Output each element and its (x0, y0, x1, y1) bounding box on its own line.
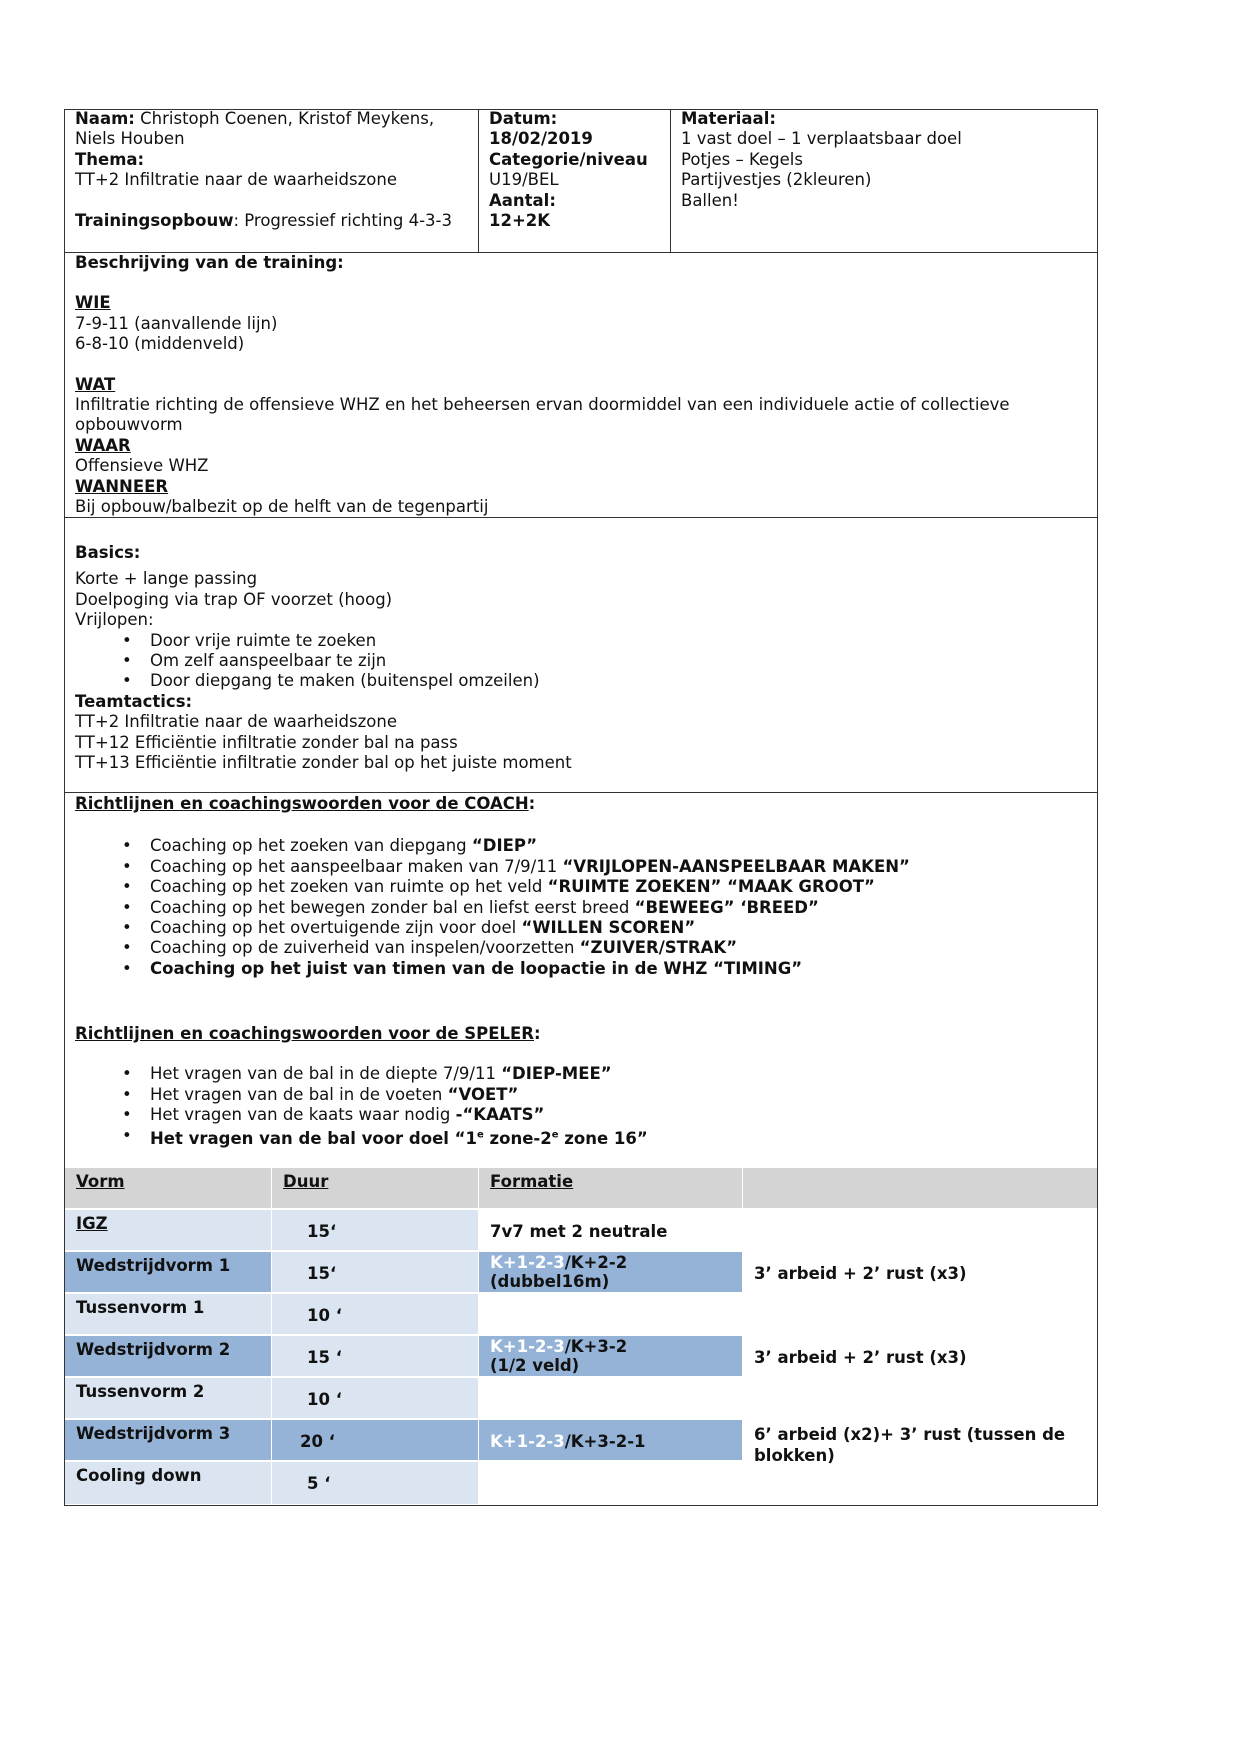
vrijlopen-item: • Door vrije ruimte te zoeken (75, 631, 1090, 651)
row-vorm: Wedstrijdvorm 2 (65, 1336, 271, 1376)
col-header-vorm: Vorm (65, 1168, 271, 1208)
col-line-1 (478, 109, 479, 252)
naam-value-2: Niels Houben (75, 129, 185, 149)
materiaal-label: Materiaal: (681, 109, 776, 128)
wat-label: WAT (75, 374, 116, 394)
row-note: 6’ arbeid (x2)+ 3’ rust (tussen de blokken) (754, 1425, 1066, 1465)
aantal-label: Aantal: (489, 190, 556, 210)
speler-colon: : (534, 1024, 541, 1043)
opbouw-label: Trainingsopbouw (75, 210, 234, 230)
row-duur: 20 ‘ (272, 1420, 478, 1460)
materiaal-item: 1 vast doel – 1 verplaatsbaar doel (681, 129, 962, 149)
row-duur: 15‘ (272, 1210, 478, 1250)
waar-label: WAAR (75, 435, 131, 455)
materiaal-item: Partijvestjes (2kleuren) (681, 170, 872, 190)
wat-line: Infiltratie richting de offensieve WHZ en het beheersen ervan doormiddel van een individuele actie of collectieve (75, 395, 1010, 415)
coach-item: • Coaching op het aanspeelbaar maken van 7/9/11 “VRIJLOPEN-AANSPEELBAAR MAKEN” (75, 857, 1090, 877)
col-header-formatie: Formatie (479, 1168, 742, 1208)
col-header-extra (743, 1168, 1097, 1208)
coach-colon: : (528, 794, 536, 813)
basics-line: Vrijlopen: (75, 610, 154, 630)
aantal-value: 12+2K (489, 211, 551, 231)
col-header-duur: Duur (272, 1168, 478, 1208)
header-datum-block (489, 109, 669, 231)
wie-line: 6-8-10 (middenveld) (75, 334, 245, 354)
row-duur: 15 ‘ (272, 1336, 478, 1376)
row-duur: 15‘ (272, 1252, 478, 1292)
row-note: 3’ arbeid + 2’ rust (x3) (754, 1348, 967, 1367)
speler-item: • Het vragen van de bal in de diepte 7/9/11 “DIEP-MEE” (75, 1064, 1090, 1084)
divider-3 (64, 792, 1098, 793)
wat-line: opbouwvorm (75, 415, 183, 435)
row-vorm: Tussenvorm 1 (65, 1294, 271, 1334)
thema-value: TT+2 Infiltratie naar de waarheidszone (75, 170, 397, 190)
row-formatie: K+1-2-3/K+2-2 (dubbel16m) (479, 1252, 742, 1292)
speler-list (75, 1064, 1090, 1149)
speler-item: • Het vragen van de kaats waar nodig -“KAATS” (75, 1105, 1090, 1125)
header-materiaal-block (681, 109, 1091, 211)
coach-item: • Coaching op het zoeken van ruimte op het veld “RUIMTE ZOEKEN” “MAAK GROOT” (75, 877, 1090, 897)
basics-title: Basics: (75, 543, 141, 562)
row-duur: 10 ‘ (272, 1378, 478, 1418)
header-naam-block (75, 109, 475, 231)
teamtactics-line: TT+13 Efficiëntie infiltratie zonder bal op het juiste moment (75, 753, 572, 773)
wie-line: 7-9-11 (aanvallende lijn) (75, 313, 278, 333)
naam-label: Naam: (75, 109, 135, 128)
wanneer-value: Bij opbouw/balbezit op de helft van de tegenpartij (75, 497, 489, 517)
speler-item: • Het vragen van de bal voor doel “1e zone-2e zone 16” (75, 1126, 1090, 1150)
row-formatie: 7v7 met 2 neutrale (490, 1222, 668, 1241)
coach-title: Richtlijnen en coachingswoorden voor de COACH (75, 794, 529, 813)
thema-label: Thema: (75, 149, 145, 169)
vrijlopen-item: • Om zelf aanspeelbaar te zijn (75, 651, 1090, 671)
teamtactics-line: TT+2 Infiltratie naar de waarheidszone (75, 712, 397, 732)
wanneer-label: WANNEER (75, 476, 169, 496)
speler-item: • Het vragen van de bal in de voeten “VOET” (75, 1085, 1090, 1105)
row-duur: 5 ‘ (272, 1462, 478, 1504)
beschrijving-section (75, 253, 1090, 517)
teamtactics-line: TT+12 Efficiëntie infiltratie zonder bal na pass (75, 732, 458, 752)
row-vorm: Cooling down (65, 1462, 271, 1504)
basics-line: Doelpoging via trap OF voorzet (hoog) (75, 589, 393, 609)
coach-item: • Coaching op het bewegen zonder bal en liefst eerst breed “BEWEEG” ‘BREED” (75, 898, 1090, 918)
schedule-table (64, 1168, 1098, 1506)
materiaal-item: Ballen! (681, 190, 739, 210)
beschrijving-title: Beschrijving van de training: (75, 253, 344, 272)
waar-value: Offensieve WHZ (75, 456, 209, 476)
coach-item: • Coaching op het zoeken van diepgang “DIEP” (75, 836, 1090, 856)
categorie-label: Categorie/niveau (489, 149, 648, 169)
categorie-value: U19/BEL (489, 170, 559, 190)
coach-item: • Coaching op de zuiverheid van inspelen/voorzetten “ZUIVER/STRAK” (75, 938, 1090, 958)
datum-label: Datum: (489, 109, 558, 128)
materiaal-item: Potjes – Kegels (681, 149, 803, 169)
coach-item: • Coaching op het overtuigende zijn voor doel “WILLEN SCOREN” (75, 918, 1090, 938)
row-formatie: K+1-2-3/K+3-2-1 (479, 1420, 742, 1460)
speler-title: Richtlijnen en coachingswoorden voor de SPELER (75, 1024, 535, 1043)
col-line-2 (670, 109, 671, 252)
row-vorm: Tussenvorm 2 (65, 1378, 271, 1418)
row-vorm: IGZ (65, 1210, 271, 1250)
row-note: 3’ arbeid + 2’ rust (x3) (754, 1264, 967, 1283)
row-duur: 10 ‘ (272, 1294, 478, 1334)
wie-label: WIE (75, 293, 111, 313)
vrijlopen-list (75, 631, 1090, 692)
vrijlopen-item: • Door diepgang te maken (buitenspel omzeilen) (75, 671, 1090, 691)
basics-line: Korte + lange passing (75, 569, 258, 589)
row-formatie: K+1-2-3/K+3-2 (1/2 veld) (479, 1336, 742, 1376)
teamtactics-label: Teamtactics: (75, 691, 193, 711)
datum-value: 18/02/2019 (489, 129, 593, 149)
row-vorm: Wedstrijdvorm 1 (65, 1252, 271, 1292)
naam-value: Christoph Coenen, Kristof Meykens, (140, 109, 435, 128)
basics-section (75, 543, 1090, 773)
coach-item: • Coaching op het juist van timen van de loopactie in de WHZ “TIMING” (75, 959, 1090, 979)
coach-section (75, 794, 1090, 979)
speler-section (75, 1024, 1090, 1150)
opbouw-value: : Progressief richting 4-3-3 (233, 210, 452, 230)
row-vorm: Wedstrijdvorm 3 (65, 1420, 271, 1460)
coach-list (75, 836, 1090, 979)
